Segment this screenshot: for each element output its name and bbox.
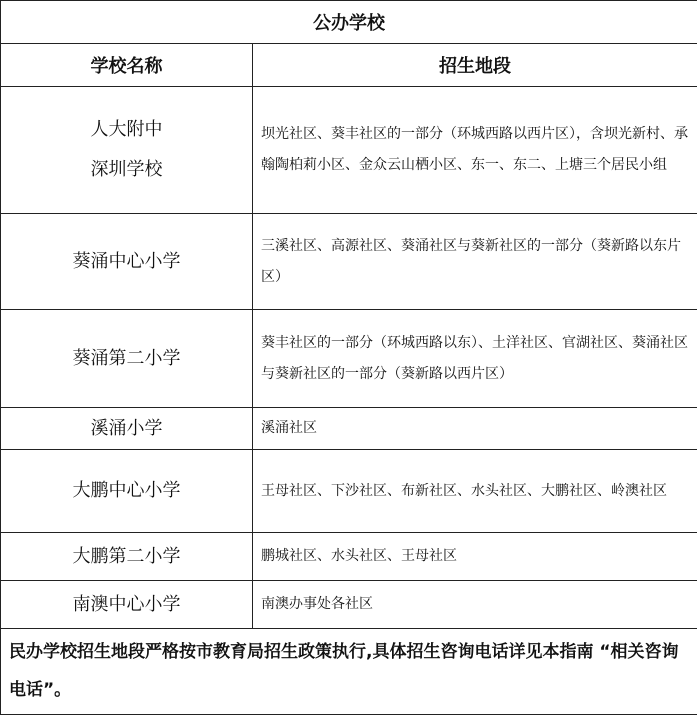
school-name-line: 大鹏中心小学 [1, 471, 252, 511]
header-school-name: 学校名称 [1, 44, 253, 87]
table-row [1, 87, 697, 214]
school-name-line: 南澳中心小学 [1, 585, 252, 625]
enrollment-area-cell: 坝光社区、葵丰社区的一部分（环城西路以西片区），含坝光新村、承翰陶柏莉小区、金众云山栖小区、东一、东二、上塘三个居民小组 [253, 87, 697, 214]
school-name-cell [1, 533, 253, 581]
enrollment-area-cell: 南澳办事处各社区 [253, 581, 697, 629]
school-name-line: 深圳学校 [1, 150, 252, 190]
school-name-line: 人大附中 [1, 110, 252, 150]
school-name-line: 溪涌小学 [1, 409, 252, 449]
school-name-cell [1, 408, 253, 450]
school-name-cell [1, 214, 253, 310]
enrollment-area-cell: 葵丰社区的一部分（环城西路以东）、土洋社区、官湖社区、葵涌社区与葵新社区的一部分（葵新路以西片区） [253, 310, 697, 408]
table-row [1, 450, 697, 533]
school-name-cell [1, 581, 253, 629]
table-title-row [1, 1, 697, 44]
enrollment-area-cell: 鹏城社区、水头社区、王母社区 [253, 533, 697, 581]
header-enrollment-area: 招生地段 [253, 44, 697, 87]
private-school-note: 民办学校招生地段严格按市教育局招生政策执行,具体招生咨询电话详见本指南 “相关咨询电话”。 [1, 629, 697, 715]
enrollment-area-cell: 三溪社区、高源社区、葵涌社区与葵新社区的一部分（葵新路以东片区） [253, 214, 697, 310]
table-row [1, 214, 697, 310]
school-name-line: 葵涌第二小学 [1, 339, 252, 379]
table-row [1, 310, 697, 408]
table-footer-row [1, 629, 697, 715]
enrollment-area-cell: 溪涌社区 [253, 408, 697, 450]
school-name-line: 大鹏第二小学 [1, 537, 252, 577]
school-name-line: 葵涌中心小学 [1, 242, 252, 282]
table-row [1, 581, 697, 629]
school-name-cell [1, 310, 253, 408]
enrollment-area-cell: 王母社区、下沙社区、布新社区、水头社区、大鹏社区、岭澳社区 [253, 450, 697, 533]
table-row [1, 408, 697, 450]
table-row [1, 533, 697, 581]
table-title: 公办学校 [1, 1, 697, 44]
school-name-cell [1, 450, 253, 533]
school-name-cell [1, 87, 253, 214]
table-header-row [1, 44, 697, 87]
